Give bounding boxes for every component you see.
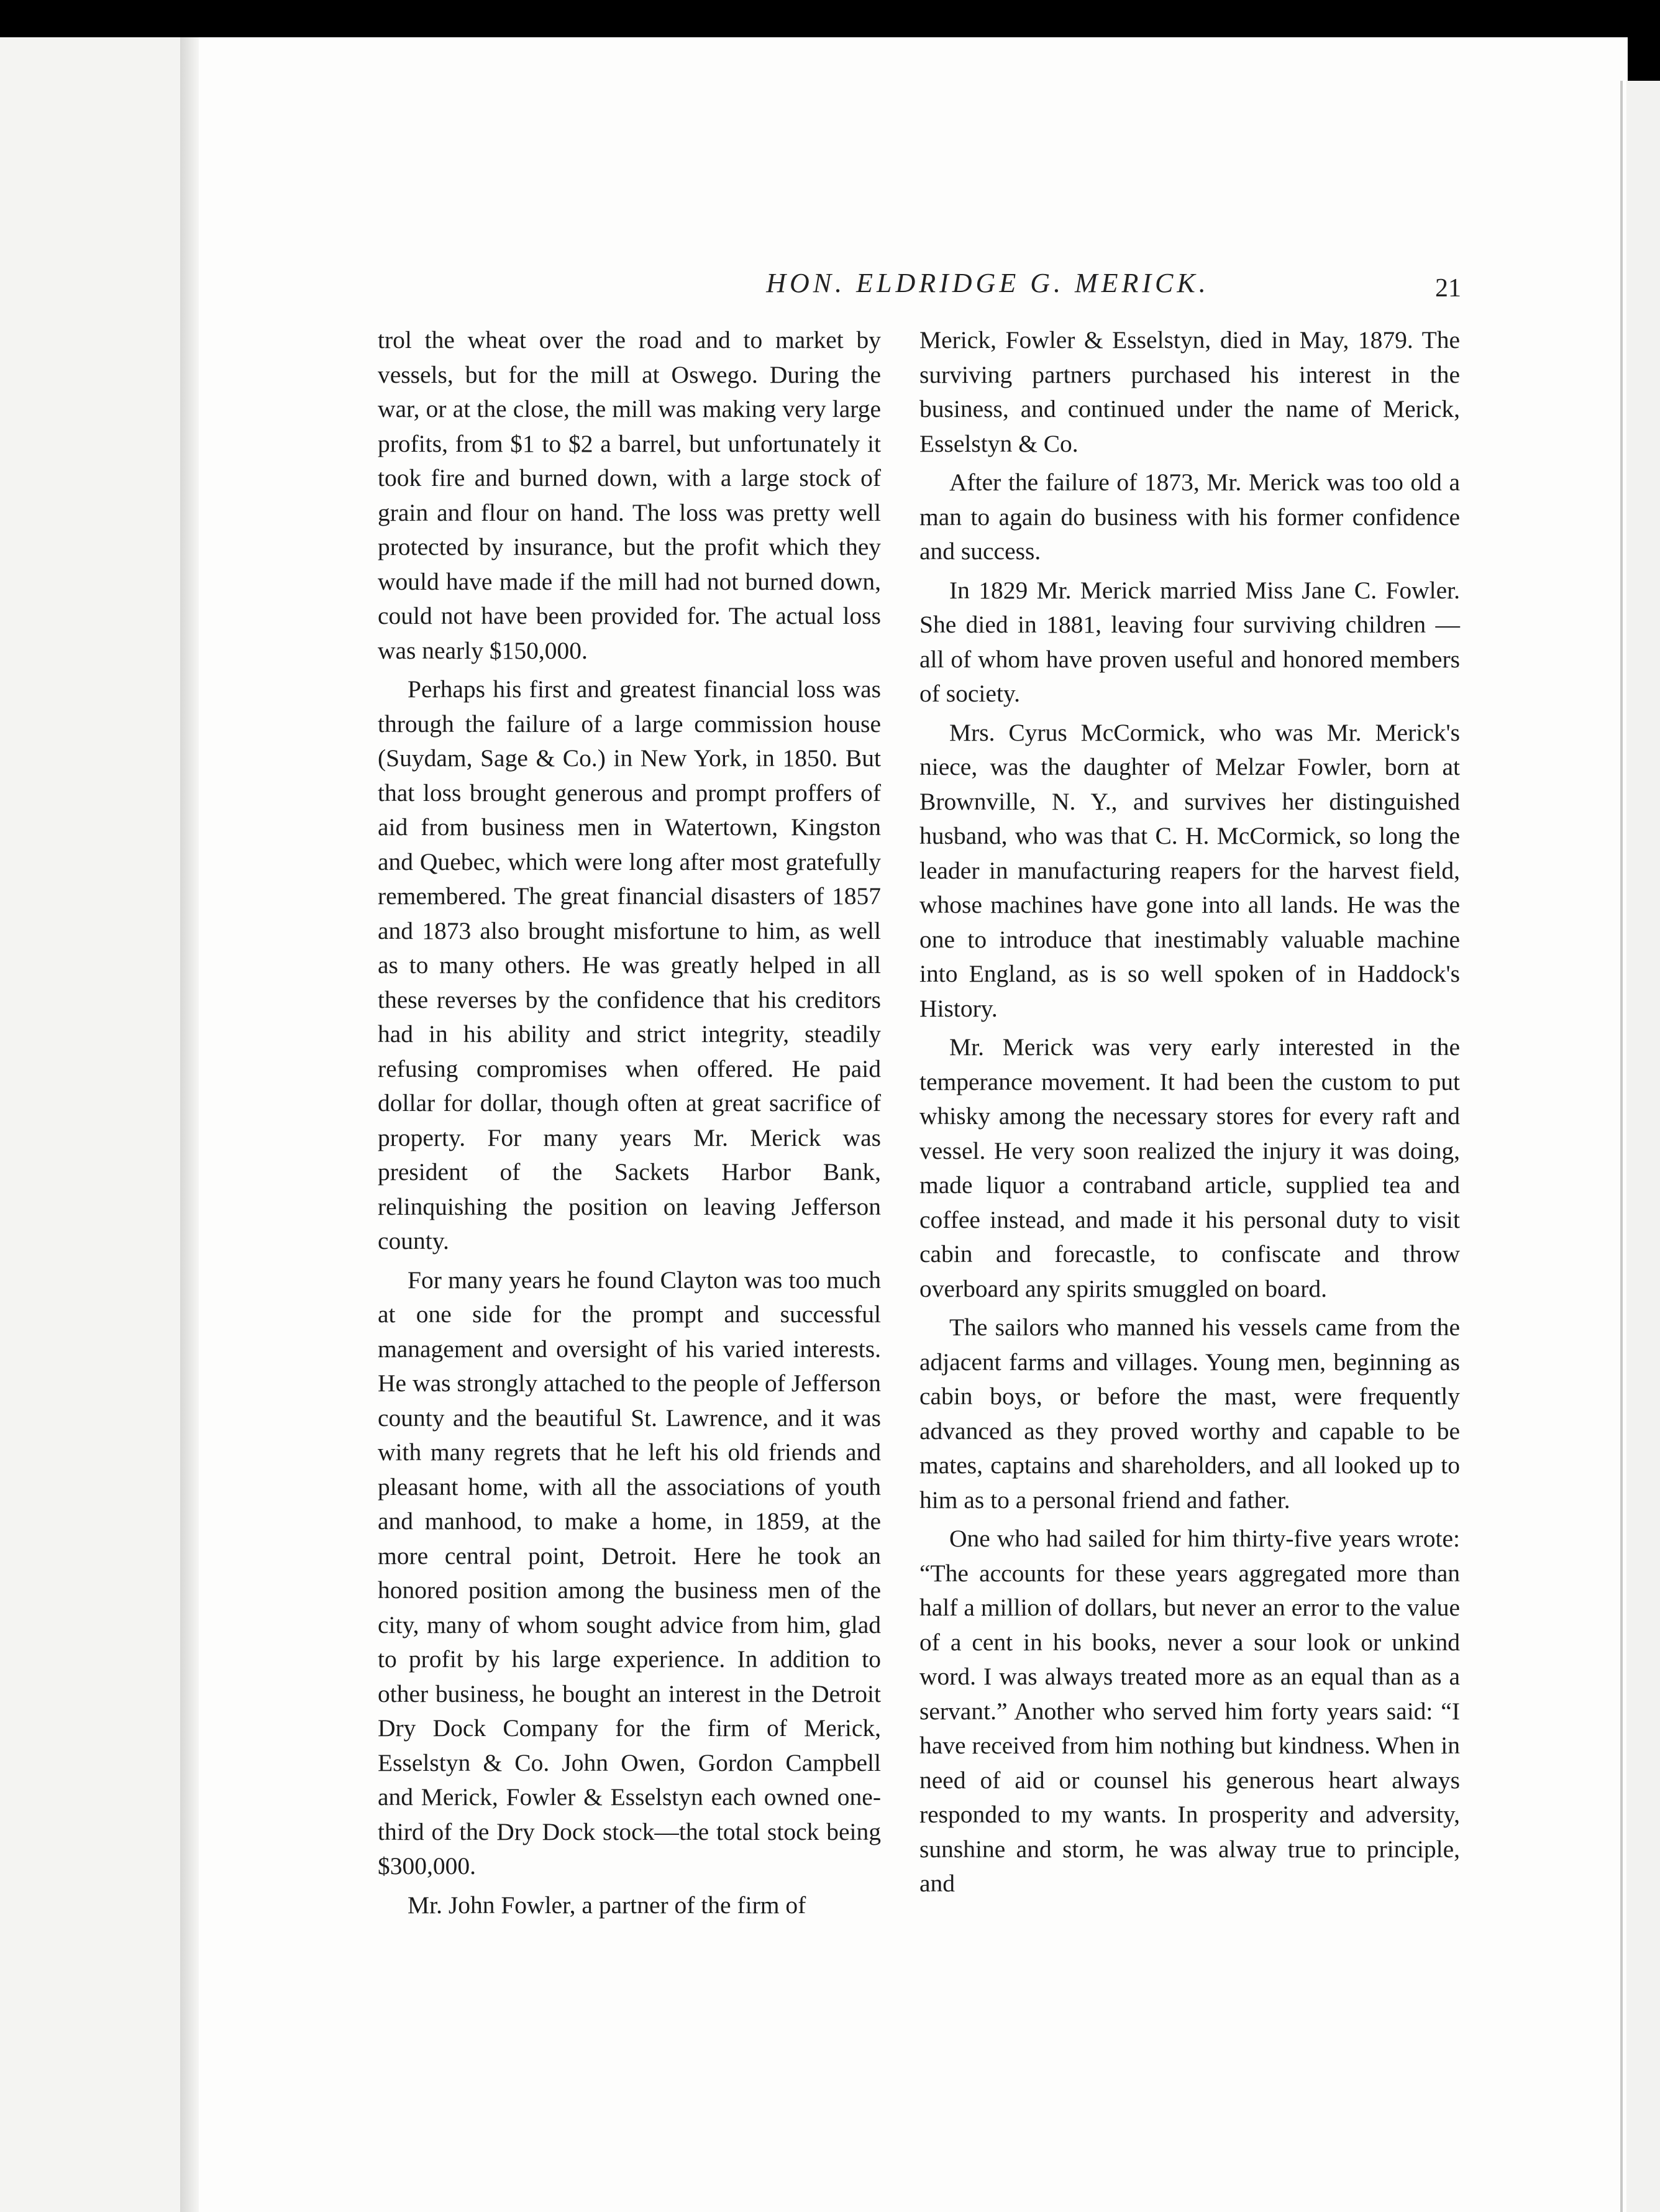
right-text-column [919, 323, 1460, 1901]
left-paragraph-3: For many years he found Clayton was too much at one side for the prompt and successful management and oversight of his varied interests. He was strongly attached to the people of Jefferson county and the beautiful St. Lawrence, and it was with many regrets that he left his old friends and pleasant home, with all the associations of youth and manhood, to make a home, in 1859, at the more central point, Detroit. Here he took an honored position among the business men of the city, many of whom sought advice from him, glad to profit by his large experience. In addition to other business, he bought an interest in the Detroit Dry Dock Company for the firm of Merick, Esselstyn & Co. John Owen, Gordon Campbell and Merick, Fowler & Esselstyn each owned one-third of the Dry Dock stock—the total stock being $300,000. [378, 1266, 881, 1880]
right-paragraph-5: Mr. Merick was very early interested in the temperance movement. It had been the custom to put whisky among the necessary stores for every raft and vessel. He very soon realized the injury it was doing, made liquor a contraband article, supplied tea and coffee instead, and made it his personal duty to visit cabin and forecastle, to confiscate and throw overboard any spirits smuggled on board. [919, 1033, 1460, 1302]
page-number: 21 [1435, 274, 1461, 303]
right-paragraph-3: In 1829 Mr. Merick married Miss Jane C. Fowler. She died in 1881, leaving four surviving children — all of whom have proven useful and honored members of society. [919, 576, 1460, 707]
page-edge-shadow [1620, 81, 1623, 2212]
right-paragraph-1: Merick, Fowler & Esselstyn, died in May, 1879. The surviving partners purchased his interest in the business, and continued under the name of Merick, Esselstyn & Co. [919, 326, 1460, 457]
left-paragraph-2: Perhaps his first and greatest financial loss was through the failure of a large commission house (Suydam, Sage & Co.) in New York, in 1850. But that loss brought generous and prompt proffers of aid from business men in Watertown, Kingston and Quebec, which were long after most gratefully remembered. The great financial disasters of 1857 and 1873 also brought misfortune to him, as well as to many others. He was greatly helped in all these reverses by the confidence that his creditors had in his ability and strict integrity, steadily refusing compromises when offered. He paid dollar for dollar, though often at great sacrifice of property. For many years Mr. Merick was president of the Sackets Harbor Bank, relinquishing the position on leaving Jefferson county. [378, 675, 881, 1255]
left-text-column [378, 323, 881, 1922]
right-paragraph-6: The sailors who manned his vessels came from the adjacent farms and villages. Young men, beginning as cabin boys, or before the mast, were frequently advanced as they proved worthy and capable to be mates, captains and shareholders, and all looked up to him as to a personal friend and father. [919, 1314, 1460, 1514]
left-paragraph-4: Mr. John Fowler, a partner of the firm of [408, 1891, 806, 1919]
right-paragraph-2: After the failure of 1873, Mr. Merick was too old a man to again do business with his former confidence and success. [919, 468, 1460, 565]
left-paragraph-1: trol the wheat over the road and to market by vessels, but for the mill at Oswego. During the war, or at the close, the mill was making very large profits, from $1 to $2 a barrel, but unfortunately it took fire and burned down, with a large stock of grain and flour on hand. The loss was pretty well protected by insurance, but the profit which they would have made if the mill had not burned down, could not have been provided for. The actual loss was nearly $150,000. [378, 326, 881, 664]
next-page-edge [1626, 81, 1660, 2212]
running-title: HON. ELDRIDGE G. MERICK. [766, 268, 1210, 298]
right-paragraph-4: Mrs. Cyrus McCormick, who was Mr. Merick's niece, was the daughter of Melzar Fowler, born at Brownville, N. Y., and survives her distinguished husband, who was that C. H. McCormick, so long the leader in manufacturing reapers for the harvest field, whose machines have gone into all lands. He was the one to introduce that inestimably valuable machine into England, as is so well spoken of in Haddock's History. [919, 718, 1460, 1022]
facing-page-edge [0, 37, 186, 2212]
right-paragraph-7: One who had sailed for him thirty-five years wrote: “The accounts for these years aggregated more than half a million of dollars, but never an error to the value of a cent in his books, never a sour look or unkind word. I was always treated more as an equal than as a servant.” Another who served him forty years said: “I have received from him nothing but kindness. When in need of aid or counsel his generous heart always responded to my wants. In prosperity and adversity, sunshine and storm, he was alway true to principle, and [919, 1525, 1460, 1897]
